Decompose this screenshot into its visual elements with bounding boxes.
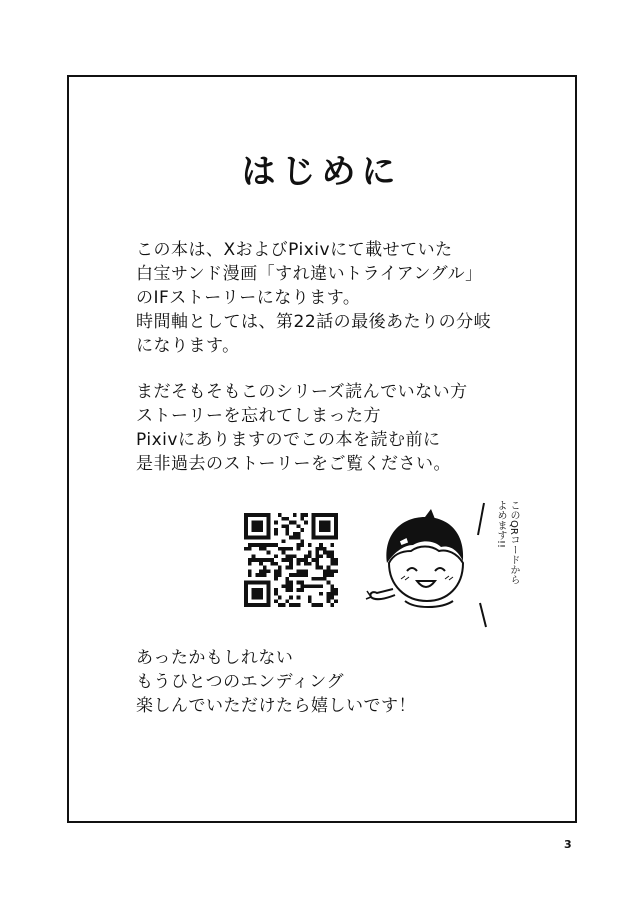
qr-code[interactable] <box>244 513 338 607</box>
intro-paragraph: この本は、XおよびPixivにて載せていた 白宝サンド漫画「すれ違いトライアングル」 のIFストーリーになります。 時間軸としては、第22話の最後あたりの分岐 になります。 <box>136 240 492 356</box>
qr-note-text: このQRコードから よめます!! <box>495 500 519 585</box>
closing-paragraph: あったかもしれない もうひとつのエンディング 楽しんでいただけたら嬉しいです！ <box>136 648 416 716</box>
page-title: はじめに <box>241 152 402 192</box>
page-number: 3 <box>564 838 572 851</box>
read-first-paragraph: まだそもそもこのシリーズ読んでいない方 ストーリーを忘れてしまった方 Pixivにありますのでこの本を読む前に 是非過去のストーリーをご覧ください。 <box>136 382 468 474</box>
